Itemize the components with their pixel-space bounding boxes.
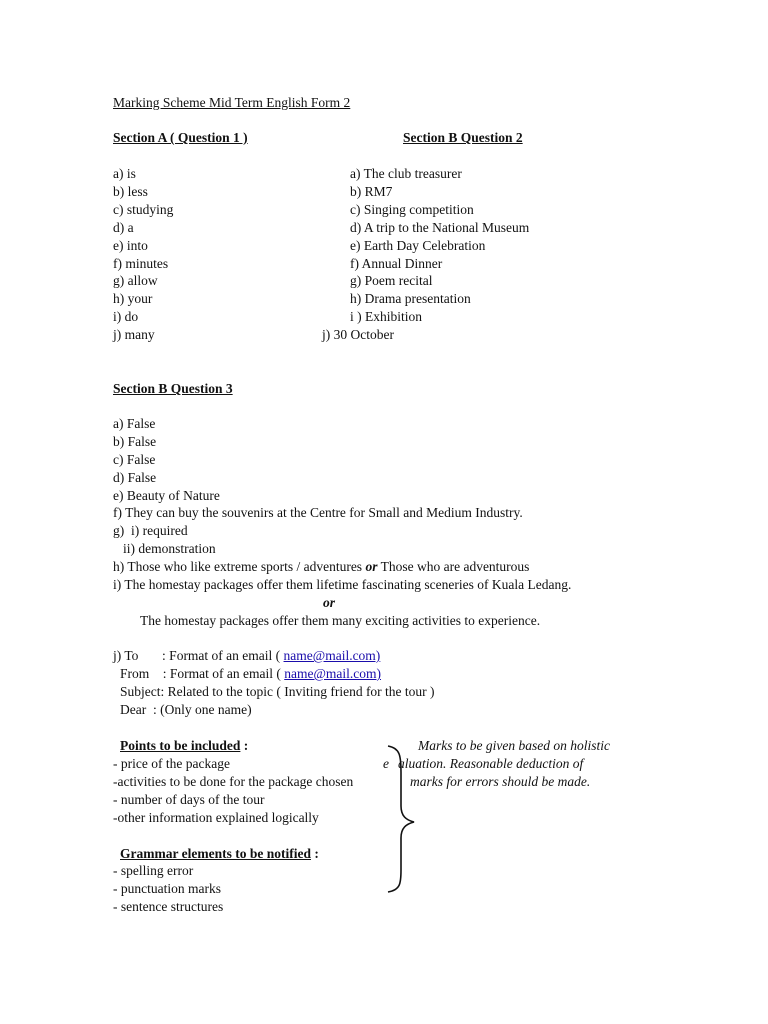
marks-note-line3: marks for errors should be made. xyxy=(410,774,591,789)
point-item-3: - number of days of the tour xyxy=(113,792,265,807)
answer-b2-10: j) 30 October xyxy=(322,327,394,342)
answer-a-6: f) minutes xyxy=(113,256,169,271)
answer-b3-f: f) They can buy the souvenirs at the Centre for Small and Medium Industry. xyxy=(113,505,523,520)
points-heading-colon: : xyxy=(240,738,249,753)
answer-a-4: d) a xyxy=(113,220,134,235)
answer-b3-h-part1: h) Those who like extreme sports / adventures xyxy=(113,559,366,574)
answer-b2-2: b) RM7 xyxy=(350,184,393,199)
email-from-label: From : Format of an email ( xyxy=(120,666,285,681)
grammar-heading xyxy=(120,845,319,863)
answer-a-10: j) many xyxy=(113,327,155,342)
answer-a-3: c) studying xyxy=(113,202,174,217)
points-heading xyxy=(120,737,248,755)
email-link-to[interactable]: name@mail.com) xyxy=(283,648,381,663)
answer-b3-h-part2: Those who are adventurous xyxy=(377,559,530,574)
page-title: Marking Scheme Mid Term English Form 2 xyxy=(113,95,351,110)
email-link-from[interactable]: name@mail.com) xyxy=(284,666,382,681)
answer-b2-5: e) Earth Day Celebration xyxy=(350,238,486,253)
answer-b3-e: e) Beauty of Nature xyxy=(113,488,220,503)
grammar-heading-label: Grammar elements to be notified xyxy=(120,846,311,861)
grammar-item-1: - spelling error xyxy=(113,863,194,878)
section-b2-heading: Section B Question 2 xyxy=(403,130,523,145)
answer-b3-g2: ii) demonstration xyxy=(123,541,216,556)
answer-b3-g1: g) i) required xyxy=(113,523,188,538)
answer-b3-a: a) False xyxy=(113,416,156,431)
answer-b2-3: c) Singing competition xyxy=(350,202,474,217)
email-dear-line: Dear : (Only one name) xyxy=(120,702,252,717)
marks-note-line1: Marks to be given based on holistic xyxy=(418,738,610,753)
answer-b3-b: b) False xyxy=(113,434,157,449)
answer-a-2: b) less xyxy=(113,184,148,199)
grammar-item-3: - sentence structures xyxy=(113,899,224,914)
answer-b2-1: a) The club treasurer xyxy=(350,166,462,181)
answer-a-5: e) into xyxy=(113,238,148,253)
points-heading-label: Points to be included xyxy=(120,738,241,753)
email-subject-line: Subject: Related to the topic ( Inviting friend for the tour ) xyxy=(120,684,435,699)
answer-b3-i1: i) The homestay packages offer them lifetime fascinating sceneries of Kuala Ledang. xyxy=(113,577,572,592)
marks-note-line2: aluation. Reasonable deduction of xyxy=(398,756,584,771)
section-a-heading: Section A ( Question 1 ) xyxy=(113,130,248,145)
answer-b2-4: d) A trip to the National Museum xyxy=(350,220,530,235)
answer-a-7: g) allow xyxy=(113,273,158,288)
answer-b3-d: d) False xyxy=(113,470,157,485)
point-item-2: -activities to be done for the package chosen xyxy=(113,774,354,789)
email-from-line xyxy=(120,665,381,683)
answer-a-9: i) do xyxy=(113,309,139,324)
section-b3-heading: Section B Question 3 xyxy=(113,381,233,396)
answer-b2-6: f) Annual Dinner xyxy=(350,256,443,271)
marks-note-e: e xyxy=(383,756,389,771)
answer-b3-i2: The homestay packages offer them many exciting activities to experience. xyxy=(140,613,541,628)
answer-b2-7: g) Poem recital xyxy=(350,273,433,288)
answer-b3-i-or: or xyxy=(323,595,336,610)
grammar-item-2: - punctuation marks xyxy=(113,881,221,896)
answer-a-1: a) is xyxy=(113,166,136,181)
answer-b3-h xyxy=(113,558,529,576)
grammar-heading-colon: : xyxy=(310,846,319,861)
point-item-1: - price of the package xyxy=(113,756,230,771)
email-to-line xyxy=(113,647,380,665)
answer-b3-c: c) False xyxy=(113,452,156,467)
email-to-label: j) To : Format of an email ( xyxy=(113,648,284,663)
answer-b3-h-or: or xyxy=(365,559,378,574)
answer-b2-9: i ) Exhibition xyxy=(350,309,422,324)
answer-b2-8: h) Drama presentation xyxy=(350,291,471,306)
answer-a-8: h) your xyxy=(113,291,153,306)
point-item-4: -other information explained logically xyxy=(113,810,319,825)
